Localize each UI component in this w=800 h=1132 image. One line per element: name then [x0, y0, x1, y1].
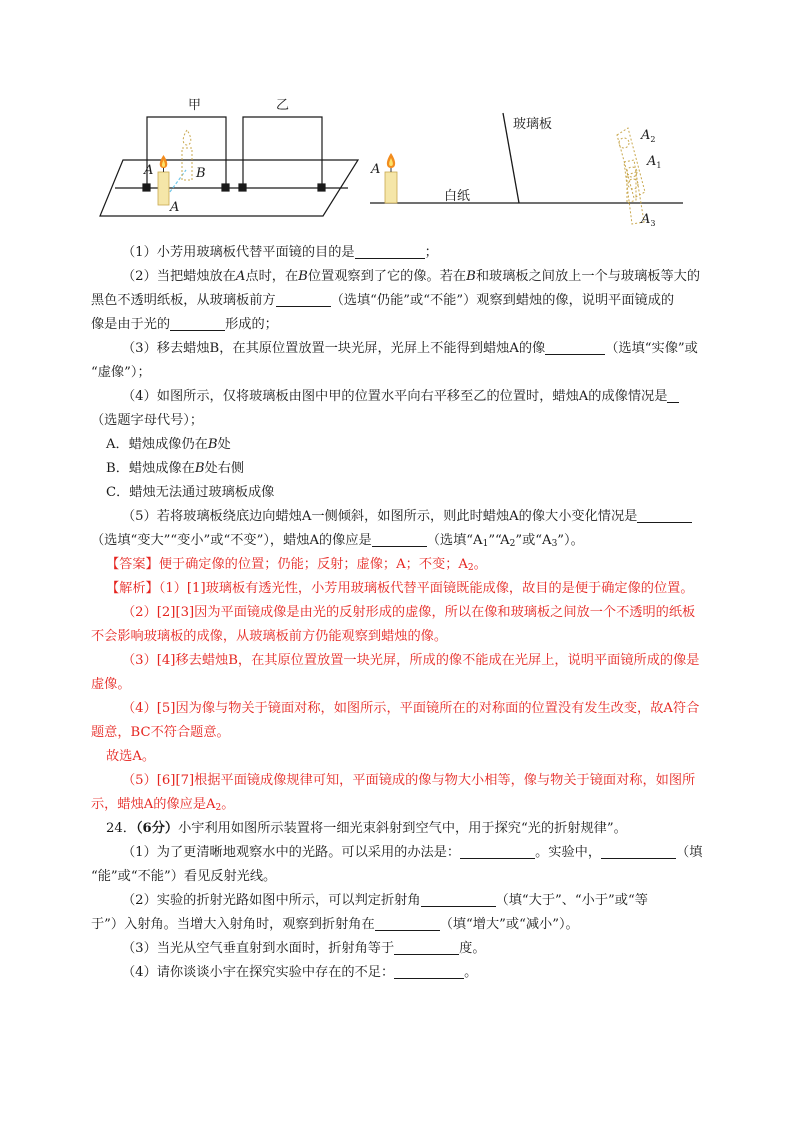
text-run: 处 — [217, 437, 231, 452]
question-24-part-3 — [122, 937, 800, 961]
text-run: ”“A — [488, 533, 510, 548]
subscript: 3 — [551, 539, 558, 549]
explanation-line — [91, 625, 800, 649]
question-23-part-5 — [91, 529, 800, 553]
text-run: 24． — [106, 821, 136, 836]
text-run: （3）当光从空气垂直射到水面时，折射角等于 — [122, 941, 395, 956]
text-run: （3）[4]移去蜡烛B，在其原位置放置一块光屏，所成的像不能成在光屏上，说明平面镜所成的像是 — [122, 653, 700, 668]
text-run: 点时，在 — [245, 269, 299, 284]
label-yi: 乙 — [276, 98, 290, 113]
text-run: 。 — [221, 797, 235, 812]
question-23-part-2 — [91, 313, 800, 337]
answer-blank — [394, 963, 464, 979]
candle-a-right-icon — [385, 153, 397, 203]
subscript: 2 — [467, 563, 474, 573]
text-run: （4）如图所示，仅将玻璃板由图中甲的位置水平向右平移至乙的位置时，蜡烛A的成像情况是 — [122, 389, 668, 404]
mirror-setup-figure — [100, 117, 358, 216]
answer-blank — [170, 315, 225, 331]
question-23-part-3 — [91, 361, 800, 385]
label-a3: $A_3$ — [641, 212, 656, 228]
experiment-figures — [0, 0, 800, 240]
text-run: （2）实验的折射光路如图中所示，可以判定折射角 — [122, 893, 421, 908]
text-run: 题意，BC不符合题意。 — [91, 725, 230, 740]
option-a — [106, 433, 800, 457]
text-run: ”）。 — [557, 533, 584, 548]
italic-symbol: A — [235, 269, 246, 284]
text-run: 黑色不透明纸板，从玻璃板前方 — [91, 293, 276, 308]
question-24-part-2 — [122, 889, 800, 913]
question-24-part-1 — [122, 841, 800, 865]
text-run: 位置观察到了它的像。若在 — [307, 269, 467, 284]
clip-marker — [222, 184, 229, 191]
answer-blank — [355, 243, 425, 259]
answer-blank — [637, 507, 692, 523]
explanation-line — [122, 697, 800, 721]
subscript: 2 — [215, 803, 222, 813]
question-24-part-4 — [122, 961, 800, 985]
text-run: （填 — [676, 845, 703, 860]
label-a-bottom: A — [170, 200, 180, 215]
clip-marker — [143, 184, 150, 191]
answer-line — [106, 553, 800, 577]
score-label: （6分） — [135, 821, 179, 836]
label-a1: $A_1$ — [647, 154, 662, 170]
subscript: 1 — [482, 539, 489, 549]
text-run: （选填“实像”或 — [605, 341, 698, 356]
italic-symbol: B — [207, 437, 218, 452]
text-run: 于”）入射角。当增大入射角时，观察到折射角在 — [91, 917, 375, 932]
explanation-line — [106, 577, 800, 601]
answer-blank — [394, 939, 459, 955]
answer-blank — [372, 531, 427, 547]
clip-marker — [318, 184, 325, 191]
explanation-line — [91, 673, 800, 697]
text-run: 示，蜡烛A的像应是A — [91, 797, 216, 812]
text-run: 。实验中， — [535, 845, 602, 860]
explanation-line — [91, 793, 800, 817]
text-run: ”或“A — [515, 533, 552, 548]
text-run: 【解析】（1）[1]玻璃板有透光性，小芳用玻璃板代替平面镜既能成像，故目的是便于确定像的位置。 — [106, 581, 694, 596]
text-run: （4）[5]因为像与物关于镜面对称，如图所示，平面镜所在的对称面的位置没有发生改变，故A符合 — [122, 701, 700, 716]
text-run: （5）[6][7]根据平面镜成像规律可知，平面镜成的像与物大小相等，像与物关于镜面对称，如图所 — [122, 773, 696, 788]
label-jia: 甲 — [188, 98, 202, 113]
text-run: 。 — [464, 965, 478, 980]
candle-image-b-icon — [182, 130, 192, 180]
answer-blank — [421, 891, 496, 907]
subscript: 2 — [509, 539, 516, 549]
option-b — [106, 457, 800, 481]
text-run: （填“增大”或“减小”）。 — [439, 917, 579, 932]
question-24-part-2 — [91, 913, 800, 937]
question-23-part-5 — [122, 505, 800, 529]
answer-blank — [667, 387, 679, 403]
answer-blank — [375, 915, 440, 931]
italic-symbol: B — [466, 269, 476, 284]
text-run: “能”或“不能”）看见反射光线。 — [91, 869, 277, 884]
answer-blank — [601, 843, 676, 859]
text-run: C．蜡烛无法通过玻璃板成像 — [106, 485, 275, 500]
label-paper: 白纸 — [444, 189, 471, 204]
question-24-part-1 — [91, 865, 800, 889]
question-23-part-4 — [122, 385, 800, 409]
text-run: （1）为了更清晰地观察水中的光路。可以采用的办法是： — [122, 845, 461, 860]
text-run: （选题字母代号）； — [91, 413, 204, 428]
explanation-line — [91, 721, 800, 745]
text-run: “虚像”）； — [91, 365, 151, 380]
answer-blank — [545, 339, 605, 355]
explanation-line — [122, 601, 800, 625]
label-a-right: A — [371, 162, 381, 177]
answer-blank — [460, 843, 535, 859]
text-run: （选填“变大”“变小”或“不变”），蜡烛A的像应是 — [91, 533, 372, 548]
explanation-line — [122, 769, 800, 793]
text-run: B．蜡烛成像在 — [106, 461, 195, 476]
text-run: 处右侧 — [204, 461, 245, 476]
explanation-line — [106, 745, 800, 769]
question-23-part-2 — [122, 265, 800, 289]
text-run: 故选A。 — [106, 749, 156, 764]
text-run: 。 — [473, 557, 487, 572]
label-a2: $A_2$ — [641, 128, 656, 144]
text-run: A．蜡烛成像仍在 — [106, 437, 208, 452]
glass-position-yi — [243, 117, 322, 188]
text-run: （2）[2][3]因为平面镜成像是由光的反射形成的虚像，所以在像和玻璃板之间放一个不透明的纸板 — [122, 605, 696, 620]
answer-blank — [276, 291, 331, 307]
label-candle-a: A — [144, 163, 154, 178]
candle-a-icon — [158, 155, 169, 205]
italic-symbol: B — [194, 461, 205, 476]
text-run: 虚像。 — [91, 677, 131, 692]
option-c — [106, 481, 800, 505]
question-23-part-2 — [91, 289, 800, 313]
question-23-part-1 — [122, 241, 800, 265]
italic-symbol: B — [298, 269, 308, 284]
question-23-part-3 — [122, 337, 800, 361]
text-run: （3）移去蜡烛B，在其原位置放置一块光屏，光屏上不能得到蜡烛A的像 — [122, 341, 546, 356]
text-run: （选填“仍能”或“不能”）观察到蜡烛的像，说明平面镜成的 — [330, 293, 675, 308]
text-run: （填“大于”、“小于”或“等 — [495, 893, 648, 908]
text-run: 度。 — [459, 941, 486, 956]
text-run: （2）当把蜡烛放在 — [122, 269, 236, 284]
text-run: （4）请你谈谈小宇在探究实验中存在的不足： — [122, 965, 395, 980]
text-run: 形成的； — [225, 317, 278, 332]
question-23-part-4 — [91, 409, 800, 433]
text-run: （1）小芳用玻璃板代替平面镜的目的是 — [122, 245, 355, 260]
text-run: 和玻璃板之间放上一个与玻璃板等大的 — [475, 269, 701, 284]
text-run: 【答案】便于确定像的位置；仍能；反射；虚像；A；不变；A — [106, 557, 468, 572]
question-24-stem — [106, 817, 800, 841]
text-run: （选填“A — [426, 533, 483, 548]
text-run: （5）若将玻璃板绕底边向蜡烛A一侧倾斜，如图所示，则此时蜡烛A的像大小变化情况是 — [122, 509, 638, 524]
label-b: B — [196, 166, 206, 181]
clip-marker — [239, 184, 246, 191]
text-run: 小宇利用如图所示装置将一细光束斜射到空气中，用于探究“光的折射规律”。 — [178, 821, 627, 836]
text-run: ； — [424, 245, 438, 260]
label-glass: 玻璃板 — [513, 117, 553, 132]
text-run: 不会影响玻璃板的成像，从玻璃板前方仍能观察到蜡烛的像。 — [91, 629, 448, 644]
explanation-line — [122, 649, 800, 673]
text-run: 像是由于光的 — [91, 317, 171, 332]
